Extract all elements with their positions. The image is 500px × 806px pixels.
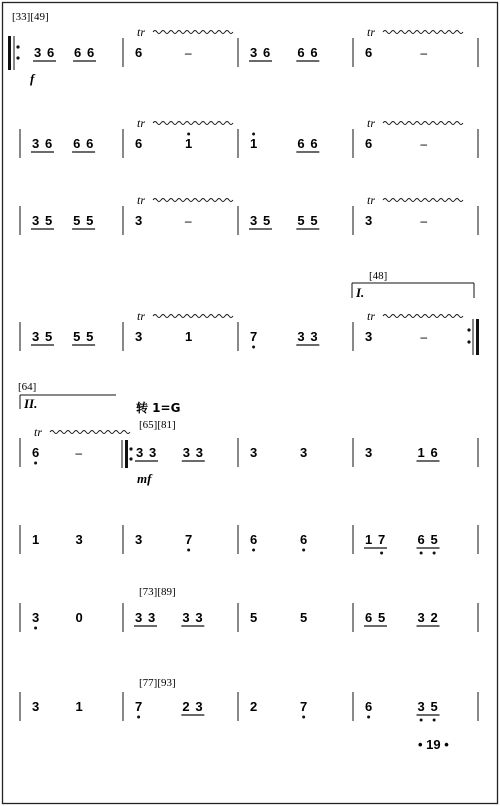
trill-line — [383, 315, 463, 318]
dynamic-mezzo-forte: mf — [137, 471, 152, 486]
note: 3 — [300, 445, 308, 460]
trill-mark: tr — [137, 309, 146, 323]
trill-mark: tr — [367, 309, 376, 323]
note: 5 — [297, 213, 305, 228]
trill-mark: tr — [367, 116, 376, 130]
note: 5 — [263, 213, 271, 228]
note: 1 — [365, 532, 373, 547]
octave-dot-low — [433, 552, 436, 555]
note: 3 — [136, 445, 144, 460]
rehearsal-mark-33-49: [33][49] — [12, 11, 49, 23]
note: 6 — [45, 136, 53, 151]
note: 6 — [365, 610, 373, 625]
trill-line — [153, 31, 233, 34]
note: 6 — [86, 136, 94, 151]
note: 5 — [378, 610, 386, 625]
trill-mark: tr — [367, 25, 376, 39]
note: 1 — [185, 136, 193, 151]
note: 7 — [250, 329, 258, 344]
dynamic-forte: f — [30, 71, 35, 86]
page-number: • 19 • — [418, 737, 449, 752]
note: 3 — [250, 45, 258, 60]
rehearsal-mark-64: [64] — [18, 381, 37, 393]
note: 6 — [47, 45, 55, 60]
dash-extension: – — [185, 45, 192, 60]
repeat-start-sign-system-1 — [8, 36, 20, 70]
note: 5 — [73, 213, 81, 228]
note: 3 — [195, 699, 203, 714]
trill-line — [153, 122, 233, 125]
dash-extension: – — [420, 45, 428, 60]
octave-dot-low — [252, 346, 255, 349]
note: 6 — [417, 532, 425, 547]
note: 3 — [195, 610, 203, 625]
trill-line — [153, 315, 233, 318]
note: 3 — [182, 445, 191, 460]
octave-dot-low — [420, 552, 423, 555]
note: 3 — [149, 445, 157, 460]
note: 5 — [430, 532, 438, 547]
note: 5 — [45, 213, 53, 228]
note: 3 — [135, 213, 143, 228]
note: 3 — [148, 610, 156, 625]
note: 2 — [182, 699, 190, 714]
rehearsal-mark-77-93: [77][93] — [139, 677, 176, 689]
note: 6 — [365, 136, 373, 151]
note: 5 — [86, 329, 94, 344]
octave-dot-low — [367, 716, 370, 719]
octave-dot-high — [252, 133, 255, 136]
note: 6 — [310, 136, 318, 151]
octave-dot-low — [252, 549, 255, 552]
note: 6 — [32, 445, 40, 460]
note: 5 — [45, 329, 53, 344]
trill-mark: tr — [34, 425, 43, 439]
note: 6 — [297, 45, 305, 60]
note: 6 — [87, 45, 95, 60]
note: 3 — [365, 213, 373, 228]
note: 3 — [365, 329, 373, 344]
note: 6 — [365, 45, 373, 60]
note: 3 — [195, 445, 204, 460]
note: 3 — [135, 329, 143, 344]
note: 6 — [297, 136, 305, 151]
note: 3 — [182, 610, 190, 625]
volta-second-label: II. — [24, 396, 38, 411]
note: 3 — [34, 45, 42, 60]
octave-dot-low — [137, 716, 140, 719]
note: 3 — [417, 610, 425, 625]
note: 3 — [135, 610, 143, 625]
trill-line — [383, 199, 463, 202]
note: 3 — [32, 213, 40, 228]
repeat-end-sign-system-4 — [467, 319, 479, 355]
note: 3 — [32, 329, 40, 344]
dash-extension: – — [185, 213, 192, 228]
trill-line — [153, 199, 233, 202]
note: 5 — [310, 213, 318, 228]
octave-dot-low — [420, 719, 423, 722]
dash-extension: – — [75, 445, 82, 460]
note: 2 — [250, 699, 258, 714]
note: 3 — [297, 329, 305, 344]
octave-dot-low — [187, 549, 190, 552]
note: 7 — [378, 532, 386, 547]
note: 2 — [430, 610, 438, 625]
note: 6 — [135, 45, 143, 60]
note: 1 — [32, 532, 40, 547]
note: 1 — [75, 699, 83, 714]
note: 5 — [73, 329, 81, 344]
note: 1 — [185, 329, 193, 344]
volta-second-ending — [20, 395, 116, 411]
note: 3 — [365, 445, 373, 460]
trill-mark: tr — [137, 193, 146, 207]
octave-dot-high — [187, 133, 190, 136]
note: 5 — [86, 213, 94, 228]
note: 6 — [365, 699, 373, 714]
note: 6 — [135, 136, 143, 151]
note: 6 — [430, 445, 438, 460]
note: 7 — [185, 532, 193, 547]
trill-mark: tr — [367, 193, 376, 207]
note: 3 — [32, 136, 40, 151]
trill-mark: tr — [137, 25, 146, 39]
trill-line — [383, 31, 463, 34]
note: 6 — [300, 532, 308, 547]
volta-first-label: I. — [356, 285, 365, 300]
note: 3 — [75, 532, 83, 547]
octave-dot-low — [34, 462, 37, 465]
dash-extension: – — [420, 136, 428, 151]
octave-dot-low — [380, 552, 383, 555]
note: 3 — [250, 213, 258, 228]
trill-line — [50, 431, 130, 434]
note: 3 — [32, 699, 40, 714]
dash-extension: – — [420, 213, 428, 228]
note: 6 — [73, 136, 81, 151]
trill-mark: tr — [137, 116, 146, 130]
key-change-text: 转 1=G — [136, 401, 181, 415]
note: 3 — [32, 610, 40, 625]
rehearsal-mark-73-89: [73][89] — [139, 586, 176, 598]
note: 3 — [310, 329, 318, 344]
note: 6 — [310, 45, 318, 60]
note: 3 — [417, 699, 425, 714]
volta-first-ending — [352, 283, 474, 300]
note: 5 — [430, 699, 438, 714]
note: 6 — [263, 45, 271, 60]
rehearsal-mark-65-81: [65][81] — [139, 419, 176, 431]
note: 5 — [300, 610, 308, 625]
note: 1 — [417, 445, 425, 460]
octave-dot-low — [433, 719, 436, 722]
note: 6 — [250, 532, 258, 547]
note: 5 — [250, 610, 258, 625]
trill-line — [383, 122, 463, 125]
repeat-start-sign-system-5 — [122, 440, 133, 468]
octave-dot-low — [34, 627, 37, 630]
note: 0 — [75, 610, 83, 625]
dash-extension: – — [420, 329, 428, 344]
note: 3 — [250, 445, 258, 460]
note: 7 — [135, 699, 143, 714]
octave-dot-low — [302, 549, 305, 552]
note: 3 — [135, 532, 143, 547]
octave-dot-low — [302, 716, 305, 719]
note: 6 — [74, 45, 82, 60]
note: 1 — [250, 136, 258, 151]
note: 7 — [300, 699, 308, 714]
rehearsal-mark-48: [48] — [369, 270, 388, 282]
notation-layer — [20, 25, 478, 722]
